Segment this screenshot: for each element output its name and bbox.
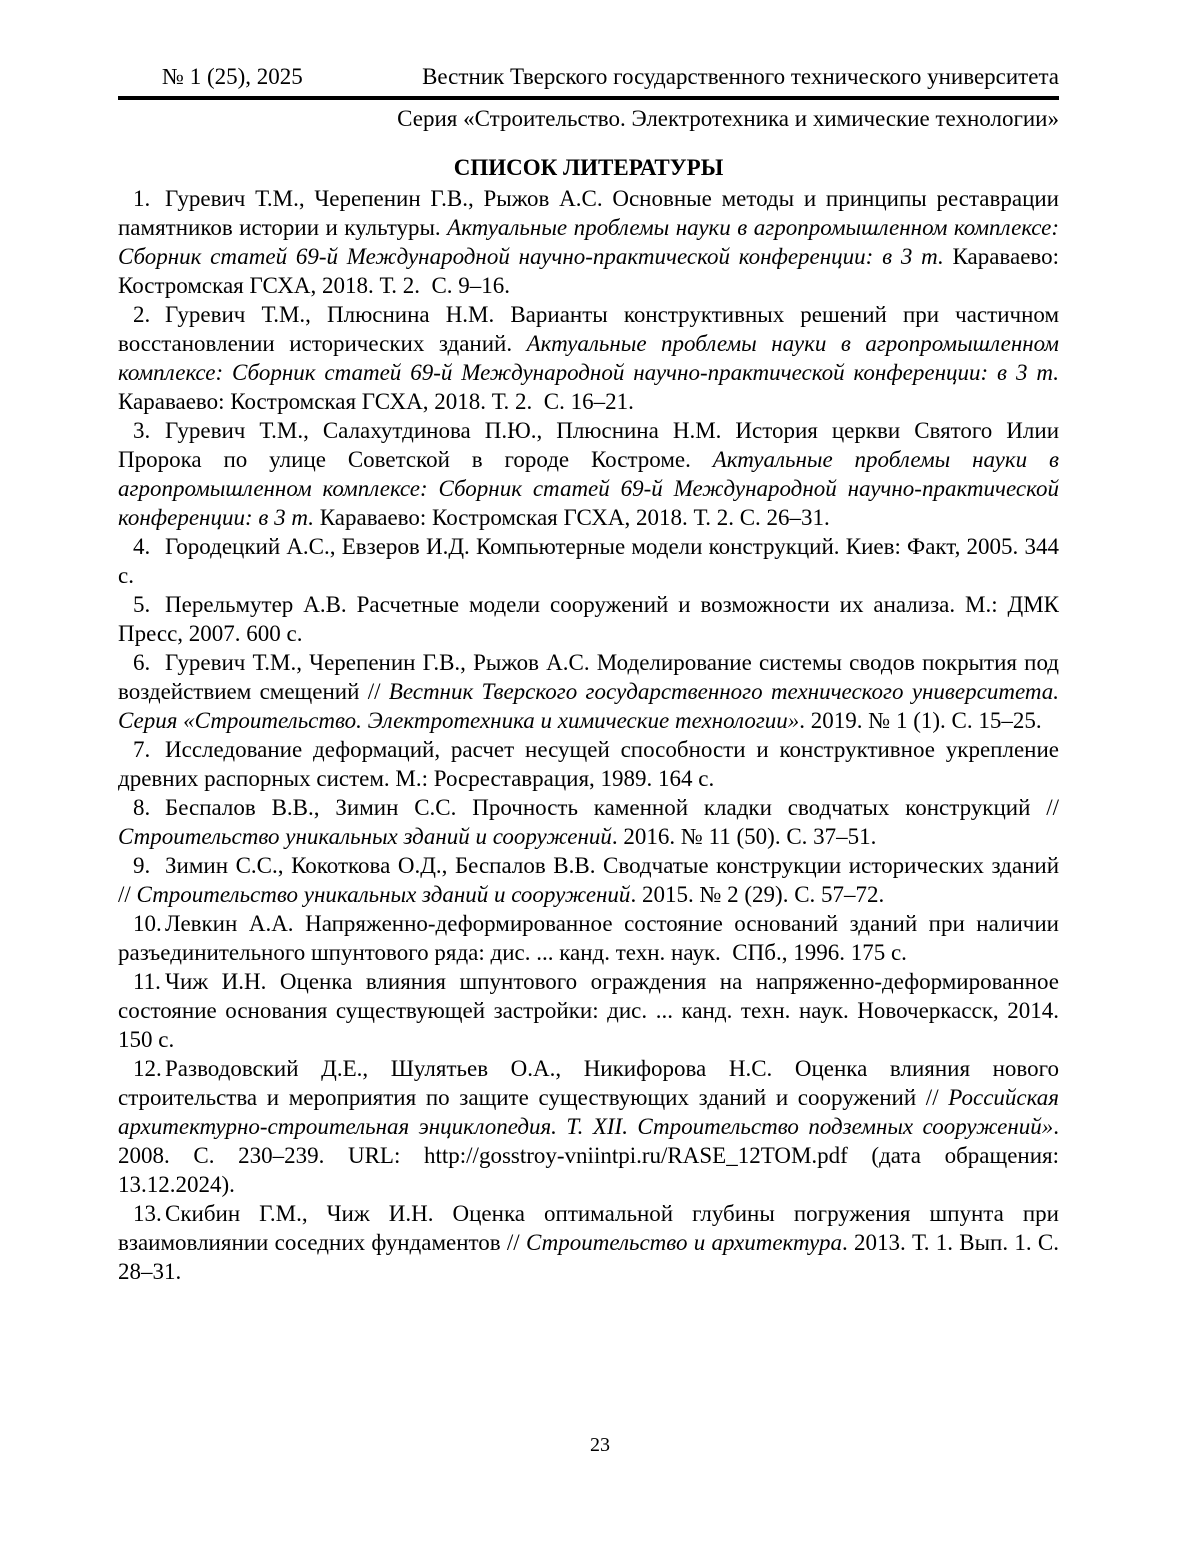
reference-text-segment: Гуревич Т.М., Черепенин Г.В., Рыжов А.С. Основные методы и принципы реставрации памятников истории и культуры. [118,186,1059,240]
issue-number: № 1 (25), 2025 [162,64,303,89]
reference-text-segment: Зимин С.С., Кокоткова О.Д., Беспалов В.В. Сводчатые конструкции исторических зданий // [118,853,1059,907]
reference-text-segment: Исследование деформаций, расчет несущей способности и конструктивное укрепление древних распорных систем. М.: Росреставрация, 1989. 164 с. [118,737,1059,791]
reference-number: 6. [133,650,151,675]
reference-number: 13. [133,1201,162,1226]
reference-item [118,967,1059,1054]
reference-number: 3. [133,418,151,443]
reference-number: 7. [133,737,151,762]
reference-item [118,1199,1059,1286]
reference-item [118,735,1059,793]
reference-text-segment: Актуальные проблемы науки в агропромышленном комплексе: Сборник статей 69-й Международной научно-практической конференции: в 3 т. [118,215,1059,269]
reference-item [118,909,1059,967]
reference-text-segment: Актуальные проблемы науки в агропромышленном комплексе: Сборник статей 69-й Международной научно-практической конференции: в 3 т. [118,331,1059,385]
reference-text-segment: Караваево: Костромская ГСХА, 2018. Т. 2. С. 26–31. [313,505,830,530]
reference-text-segment: Беспалов В.В., Зимин С.С. Прочность каменной кладки сводчатых конструкций // [165,795,1059,820]
reference-text-segment: Российская архитектурно-строительная энциклопедия. Т. XII. Строительство подземных сооружений» [118,1085,1059,1139]
reference-text-segment: Караваево: Костромская ГСХА, 2018. Т. 2. С. 16–21. [118,389,634,414]
reference-text-segment: Скибин Г.М., Чиж И.Н. Оценка оптимальной глубины погружения шпунта при взаимовлиянии соседних фундаментов // [118,1201,1059,1255]
reference-item [118,1054,1059,1199]
reference-text-segment: Городецкий А.С., Евзеров И.Д. Компьютерные модели конструкций. Киев: Факт, 2005. 344 с. [118,534,1059,588]
reference-item [118,590,1059,648]
reference-number: 8. [133,795,151,820]
header-rule-line [118,62,1059,100]
reference-number: 5. [133,592,151,617]
page-header [118,62,1059,133]
reference-text-segment: Перельмутер А.В. Расчетные модели сооружений и возможности их анализа. М.: ДМК Пресс, 2007. 600 с. [118,592,1059,646]
journal-series: Серия «Строительство. Электротехника и химические технологии» [397,106,1059,131]
reference-text-segment: Вестник Тверского государственного технического университета. Серия «Строительство. Электротехника и химические технологии» [118,679,1059,733]
reference-text-segment: Строительство уникальных зданий и сооружений [118,824,612,849]
reference-text-segment: Строительство уникальных зданий и сооружений [136,882,631,907]
reference-number: 10. [133,911,162,936]
reference-text-segment: Актуальные проблемы науки в агропромышленном комплексе: Сборник статей 69-й Международной научно-практической конференции: в 3 т. [118,447,1059,530]
references-list [118,184,1059,1286]
reference-number: 2. [133,302,151,327]
reference-text-segment: Разводовский Д.Е., Шулятьев О.А., Никифорова Н.С. Оценка влияния нового строительства и мероприятия по защите существующих зданий и сооружений // [118,1056,1059,1110]
reference-text-segment: Гуревич Т.М., Черепенин Г.В., Рыжов А.С. Моделирование системы сводов покрытия под воздействием смещений // [118,650,1059,704]
page-content [118,0,1059,1286]
reference-text-segment: Строительство и архитектура [525,1230,842,1255]
reference-text-segment: Гуревич Т.М., Салахутдинова П.Ю., Плюснина Н.М. История церкви Святого Илии Пророка по улице Советской в городе Костроме. [118,418,1059,472]
page-number: 23 [590,1434,610,1456]
reference-number: 9. [133,853,151,878]
reference-item [118,793,1059,851]
reference-item [118,648,1059,735]
journal-title: Вестник Тверского государственного технического университета [422,64,1059,89]
reference-item [118,300,1059,416]
reference-text-segment: . 2013. Т. 1. Вып. 1. С. 28–31. [118,1230,1059,1284]
reference-text-segment: Левкин А.А. Напряженно-деформированное состояние оснований зданий при наличии разъединительного шпунтового ряда: дис. ... канд. техн. наук. СПб., 1996. 175 с. [118,911,1059,965]
reference-text-segment: Чиж И.Н. Оценка влияния шпунтового ограждения на напряженно-деформированное состояние основания существующей застройки: дис. ... канд. техн. наук. Новочеркасск, 2014. 150 с. [118,969,1059,1052]
references-title: СПИСОК ЛИТЕРАТУРЫ [453,155,724,180]
reference-item [118,851,1059,909]
reference-number: 12. [133,1056,162,1081]
reference-text-segment: . 2019. № 1 (1). С. 15–25. [799,708,1042,733]
reference-number: 1. [133,186,151,211]
reference-item [118,532,1059,590]
reference-item [118,416,1059,532]
reference-text-segment: . 2008. С. 230–239. URL: http://gosstroy-vniintpi.ru/RASE_12TOM.pdf (дата обращения: 13.12.2024). [118,1114,1059,1197]
reference-text-segment: Караваево: Костромская ГСХА, 2018. Т. 2. С. 9–16. [118,244,1059,298]
reference-text-segment: . 2015. № 2 (29). С. 57–72. [630,882,885,907]
reference-number: 4. [133,534,151,559]
reference-item [118,184,1059,300]
reference-text-segment: . 2016. № 11 (50). С. 37–51. [611,824,877,849]
reference-text-segment: Гуревич Т.М., Плюснина Н.М. Варианты конструктивных решений при частичном восстановлении исторических зданий. [118,302,1059,356]
reference-number: 11. [133,969,161,994]
